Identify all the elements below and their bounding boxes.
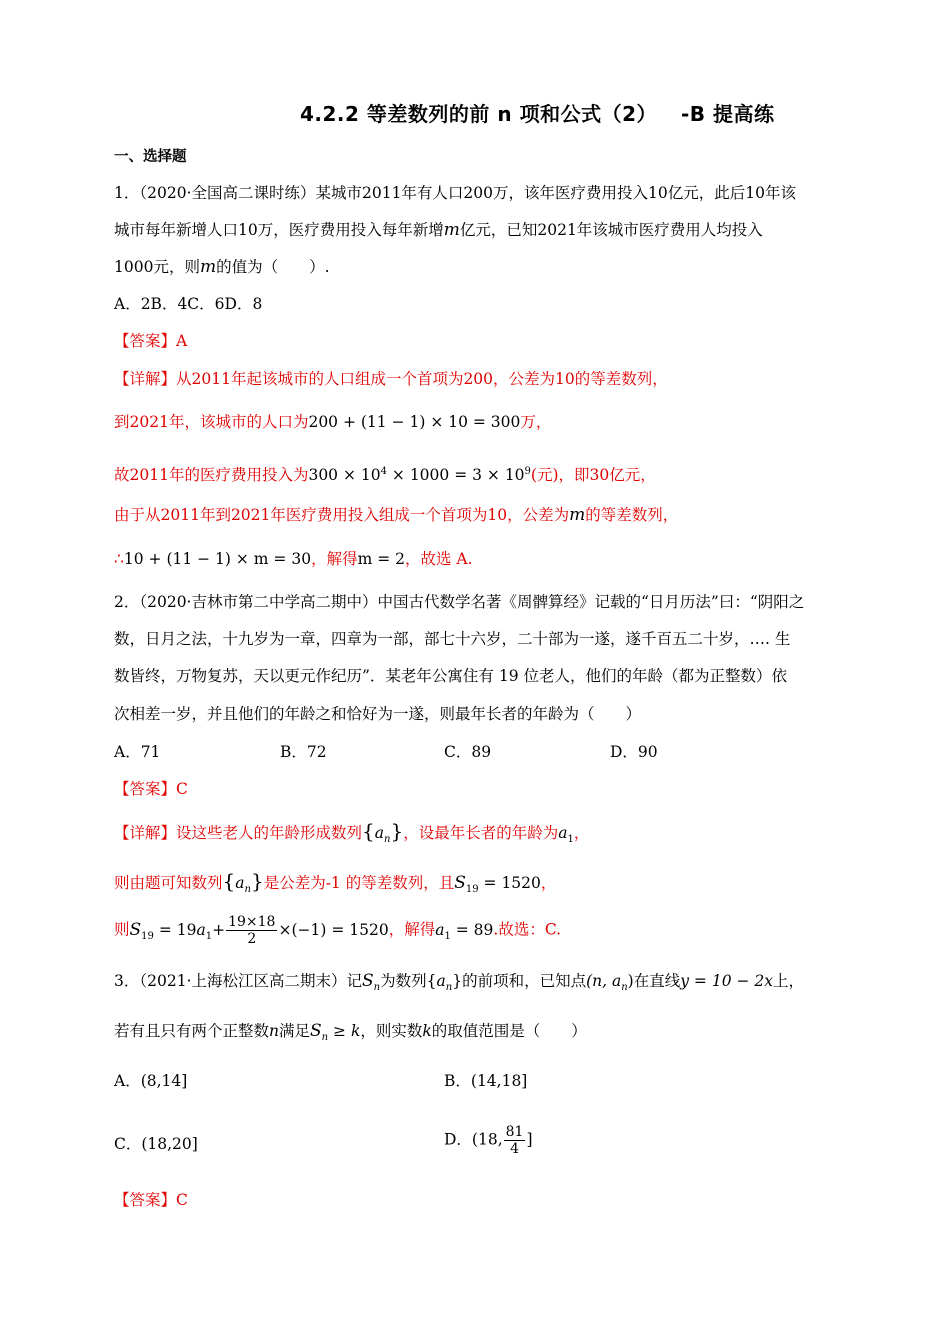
page-title: 4.2.2 等差数列的前 n 项和公式（2） -B 提高练: [300, 102, 775, 126]
q3-option-a: A．(8,14]: [114, 1072, 188, 1090]
q2-answer: 【答案】C: [114, 780, 188, 798]
q2-detail-3: 则$S_{19} = 19a_1+$ $\frac{19\times 18}{2}$ ×(−1) = 1520，解得$a_1 = 89$.故选：C.: [114, 914, 562, 947]
q3-answer: 【答案】C: [114, 1191, 188, 1209]
q2-line-4: 次相差一岁，并且他们的年龄之和恰好为一遂，则最年长者的年龄为（ ）: [114, 705, 642, 723]
q3-option-c: C．(18,20]: [114, 1135, 198, 1153]
q1-detail-2: 到2021年，该城市的人口为200 + (11 − 1) × 10 = 300万，: [114, 413, 552, 431]
q1-detail-3: 故2011年的医疗费用投入为$300 \times 10^4 \times 1000 = 3 \times 10^9$(元)，即30亿元，: [114, 466, 656, 485]
q3-line-2: 若有且只有两个正整数n满足$S_n \ge k$，则实数k的取值范围是（ ）: [114, 1021, 587, 1044]
q2-fraction: $\frac{19\times 18}{2}$: [228, 914, 276, 947]
q2-option-b: B．72: [280, 743, 327, 761]
q1-detail-5: ∴10 + (11 − 1) × m = 30，解得m = 2，故选 A.: [114, 550, 473, 568]
q2-line-3: 数皆终，万物复苏，天以更元作纪历”．某老年公寓住有 19 位老人，他们的年龄（都为正整数）依: [114, 667, 788, 685]
q2-option-c: C．89: [444, 743, 492, 761]
q1-answer: 【答案】A: [114, 332, 188, 350]
q3-option-b: B．(14,18]: [444, 1072, 528, 1090]
q3-option-d: D．(18, $\frac{81}{4}$ ]: [444, 1124, 533, 1157]
q2-detail-2: 则由题可知数列$\{a_n\}$是公差为-1 的等差数列，且$S_{19} = 1520$，: [114, 869, 557, 896]
q2-detail-1: 【详解】设这些老人的年龄形成数列$\{a_n\}$，设最年长者的年龄为$a_1$，: [114, 819, 590, 846]
q2-line-2: 数，日月之法，十九岁为一章，四章为一部，部七十六岁，二十部为一遂，遂千百五二十岁，…. 生: [114, 630, 791, 648]
q1-options: A．2B．4C．6D．8: [114, 295, 263, 313]
q1-line-3: 1000元，则m的值为（ ）.: [114, 257, 330, 277]
q3-line-1: 3．（2021·上海松江区高二期末）记$S_n$为数列$\{a_n\}$的前项和，已知点(n, $a_n$)在直线y = 10 − 2x上，: [114, 971, 805, 994]
q1-line-1: 1．（2020·全国高二课时练）某城市2011年有人口200万，该年医疗费用投入10亿元，此后10年该: [114, 184, 796, 202]
section-heading: 一、选择题: [114, 149, 187, 165]
q1-detail-1: 【详解】从2011年起该城市的人口组成一个首项为200，公差为10的等差数列，: [114, 370, 668, 388]
q2-option-d: D．90: [610, 743, 658, 761]
q1-detail-4: 由于从2011年到2021年医疗费用投入组成一个首项为10，公差为m的等差数列，: [114, 505, 679, 525]
q2-line-1: 2．（2020·吉林市第二中学高二期中）中国古代数学名著《周髀算经》记载的“日月历法”曰：“阴阳之: [114, 593, 805, 611]
q1-line-2: 城市每年新增人口10万，医疗费用投入每年新增m亿元，已知2021年该城市医疗费用人均投入: [114, 220, 763, 240]
q2-option-a: A．71: [114, 743, 161, 761]
